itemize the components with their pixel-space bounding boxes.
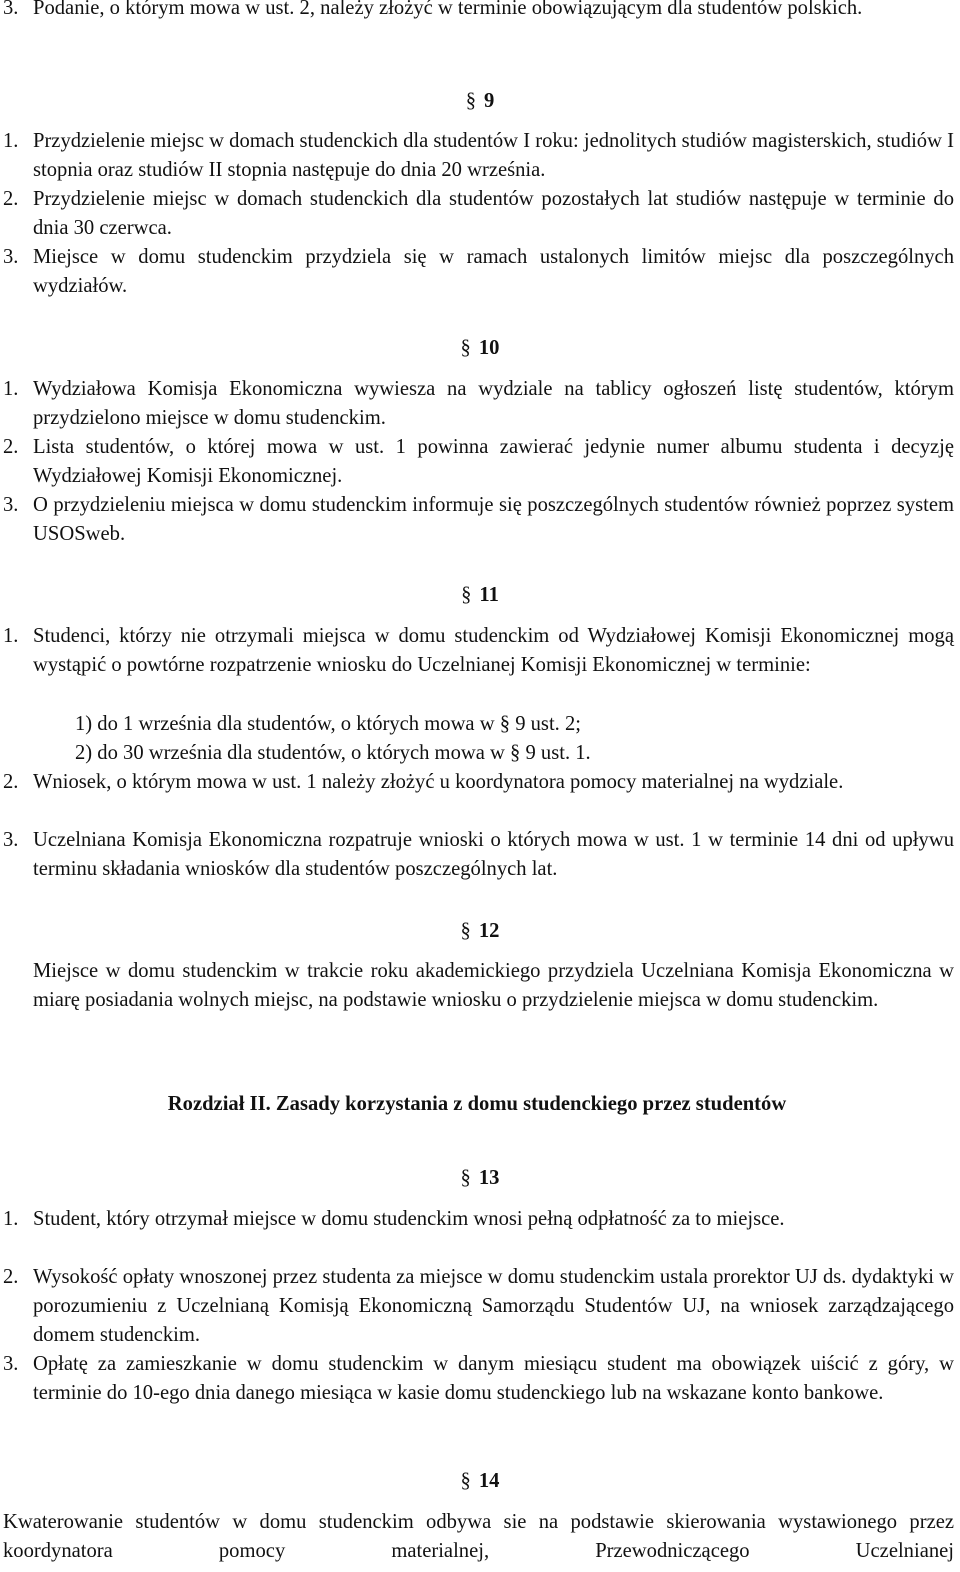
sub-item: 2) do 30 września dla studentów, o których mowa w § 9 ust. 1.: [75, 742, 591, 764]
section-heading-12: [0, 917, 960, 946]
item-number: 2.: [3, 188, 19, 210]
list-item: [0, 1350, 954, 1408]
item-text: Lista studentów, o której mowa w ust. 1 powinna zawierać jedynie numer albumu studenta i decyzję Wydziałowej Komisji Ekonomicznej.: [33, 436, 954, 488]
item-text: Studenci, którzy nie otrzymali miejsca w domu studenckim od Wydziałowej Komisji Ekonomicznej mogą wystąpić o powtórne rozpatrzenie wniosku do Uczelnianej Komisji Ekonomicznej w terminie:: [33, 625, 954, 677]
section-number: 12: [478, 920, 500, 942]
section-number: 14: [478, 1470, 500, 1492]
item-text: Podanie, o którym mowa w ust. 2, należy złożyć w terminie obowiązującym dla studentów polskich.: [33, 0, 863, 19]
item-number: 3.: [3, 0, 19, 19]
item-number: 2.: [3, 1266, 19, 1288]
section-number: 13: [478, 1167, 500, 1189]
item-number: 1.: [3, 625, 19, 647]
paragraph: Kwaterowanie studentów w domu studenckim odbywa sie na podstawie skierowania wystawionego przez koordynatora pomocy materialnej, Przewodniczącego Uczelnianej: [3, 1511, 954, 1563]
section-symbol: §: [460, 920, 471, 942]
section-symbol: §: [465, 90, 476, 112]
paragraph: Miejsce w domu studenckim w trakcie roku akademickiego przydziela Uczelniana Komisja Ekonomiczna w miarę posiadania wolnych miejsc, na podstawie wniosku o przydzielenie miejsca w domu studenckim.: [33, 960, 954, 1012]
item-number: 3.: [3, 829, 19, 851]
section-heading-13: [0, 1164, 960, 1193]
item-number: 3.: [3, 1353, 19, 1375]
section-number: 9: [484, 90, 495, 112]
list-item: [0, 826, 954, 884]
item-text: Uczelniana Komisja Ekonomiczna rozpatruje wnioski o których mowa w ust. 1 w terminie 14 dni od upływu terminu składania wniosków dla studentów poszczególnych lat.: [33, 829, 954, 881]
list-item: [0, 127, 954, 185]
item-text: Przydzielenie miejsc w domach studenckich dla studentów pozostałych lat studiów następuje w terminie do dnia 30 czerwca.: [33, 188, 954, 240]
item-number: 1.: [3, 378, 19, 400]
list-item: [0, 491, 954, 549]
section-heading-10: [0, 334, 960, 363]
item-text: Opłatę za zamieszkanie w domu studenckim w danym miesiącu student ma obowiązek uiścić z góry, w terminie do 10-ego dnia danego miesiąca w kasie domu studenckiego lub na wskazane konto bankowe.: [33, 1353, 954, 1405]
section-symbol: §: [460, 337, 471, 359]
list-item: [0, 243, 954, 301]
item-number: 1.: [3, 1208, 19, 1230]
section-heading-9: [0, 87, 960, 116]
section-symbol: §: [460, 1167, 471, 1189]
list-item: [0, 1205, 954, 1234]
section-heading-14: [0, 1467, 960, 1496]
section-number: 10: [478, 337, 500, 359]
item-number: 2.: [3, 436, 19, 458]
section-symbol: §: [460, 1470, 471, 1492]
item-text: Wydziałowa Komisja Ekonomiczna wywiesza na wydziale na tablicy ogłoszeń listę studentów, którym przydzielono miejsce w domu studenckim.: [33, 378, 954, 430]
list-item: [0, 0, 954, 23]
list-item: [0, 768, 954, 797]
list-item: [0, 622, 954, 680]
item-text: O przydzieleniu miejsca w domu studenckim informuje się poszczególnych studentów również poprzez system USOSweb.: [33, 494, 954, 546]
list-item: [0, 185, 954, 243]
chapter-heading: Rozdział II. Zasady korzystania z domu studenckiego przez studentów: [167, 1093, 787, 1115]
item-text: Student, który otrzymał miejsce w domu studenckim wnosi pełną odpłatność za to miejsce.: [33, 1208, 785, 1230]
item-number: 1.: [3, 130, 19, 152]
item-number: 3.: [3, 494, 19, 516]
item-text: Wysokość opłaty wnoszonej przez studenta za miejsce w domu studenckim ustala prorektor UJ ds. dydaktyki w porozumieniu z Uczelnianą Komisją Ekonomiczną Samorządu Studentów UJ, na wniosek zarządzającego domem studenckim.: [33, 1266, 954, 1347]
section-number: 11: [479, 584, 499, 606]
item-text: Przydzielenie miejsc w domach studenckich dla studentów I roku: jednolitych studiów magisterskich, studiów I stopnia oraz studiów II stopnia następuje do dnia 20 września.: [33, 130, 954, 182]
sub-item: 1) do 1 września dla studentów, o których mowa w § 9 ust. 2;: [75, 713, 581, 735]
section-heading-11: [0, 581, 960, 610]
list-item: [0, 433, 954, 491]
item-text: Miejsce w domu studenckim przydziela się w ramach ustalonych limitów miejsc dla poszczególnych wydziałów.: [33, 246, 954, 298]
item-number: 2.: [3, 771, 19, 793]
item-number: 3.: [3, 246, 19, 268]
item-text: Wniosek, o którym mowa w ust. 1 należy złożyć u koordynatora pomocy materialnej na wydziale.: [33, 771, 844, 793]
section-symbol: §: [461, 584, 472, 606]
list-item: [0, 375, 954, 433]
list-item: [0, 1263, 954, 1351]
